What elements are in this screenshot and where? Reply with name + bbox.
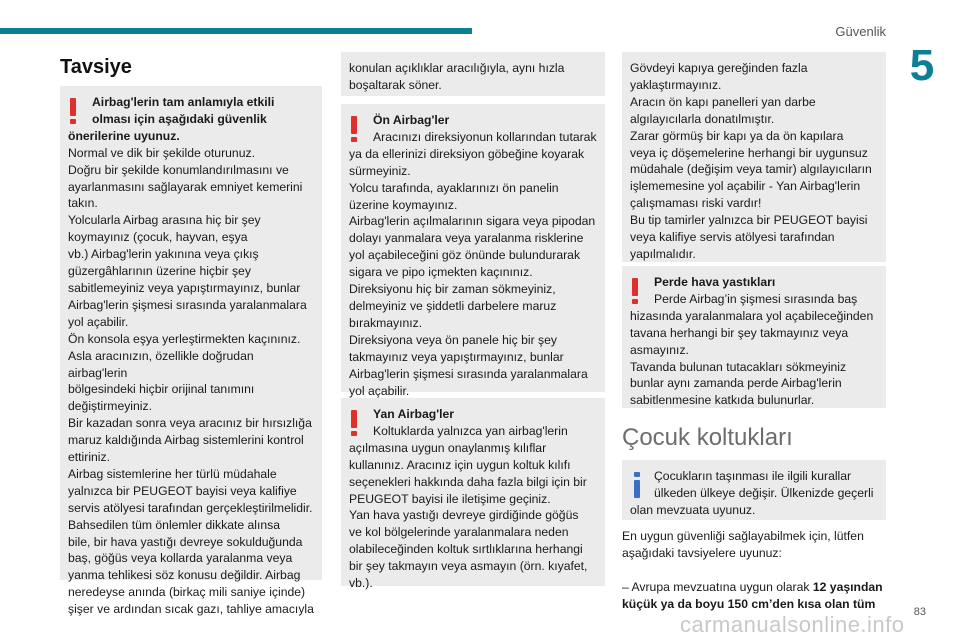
- front-airbags-heading: Ön Airbag'ler: [373, 113, 450, 127]
- header-accent-bar: [0, 28, 472, 34]
- curtain-airbags-heading: Perde hava yastıkları: [654, 275, 776, 289]
- child-seats-rule: [622, 562, 886, 613]
- warning-icon: [351, 116, 357, 142]
- chapter-number: 5: [909, 41, 935, 90]
- continued-text: konulan açıklıklar aracılığıyla, aynı hızla boşaltarak söner.: [349, 61, 565, 92]
- section-title: Güvenlik: [835, 24, 886, 39]
- front-airbags-intro: Aracınızı direksiyonun kollarından tutarak: [373, 129, 597, 144]
- info-intro: Çocukların taşınması ile ilgili kurallar ülkeden ülkeye değişir. Ülkenizde geçerli: [654, 469, 874, 500]
- side-airbags-heading: Yan Airbag'ler: [373, 407, 455, 421]
- warning-box-front-airbags: [341, 104, 605, 398]
- info-body: olan mevzuata uyunuz.: [630, 502, 756, 517]
- page-number: 83: [913, 606, 926, 618]
- warning-heading-cont: önerilerine uyunuz.: [68, 128, 180, 143]
- front-airbags-body: ya da ellerinizi direksiyon göbeğine koyarak sürmeyiniz. Yolcu tarafında, ayaklarınızı ön panelin üzerine koymayınız. Airbag'lerin açılmalarının sigara veya pipodan dolayı yanmalara veya yaralanma risklerine yol açabileceğini göz önünde bulundurarak sigara ve pipo içmekten kaçınınız. Direksiyonu hiç bir zaman sökmeyiniz, delmeyiniz ve şiddetli darbelere maruz bırakmayınız. Direksiyona veya ön panele hiç bir şey takmayınız veya yapıştırmayınız, bunlar Airbag'lerin şişmesi sırasında yaralanmalara yol açabilir.: [349, 146, 596, 398]
- rule-prefix: – Avrupa mevzuatına uygun olarak: [622, 579, 813, 594]
- child-seats-paragraph: En uygun güvenliği sağlayabilmek için, lütfen aşağıdaki tavsiyelere uyunuz:: [622, 529, 864, 560]
- page-heading: Tavsiye: [60, 56, 132, 78]
- info-box-child-seats: [622, 460, 886, 520]
- continued-box-2: [622, 52, 886, 262]
- warning-body: Normal ve dik bir şekilde oturunuz. Doğru bir şekilde konumlandırılmasını ve ayarlanmasını sağlayarak emniyet kemerini takın. Yolcularla Airbag arasına hiç bir şey koymayınız (çocuk, hayvan, eşya vb.) Airbag'lerin yakınına veya çıkış güzergâhlarının üzerine hiçbir şey sabitlemeyiniz veya yapıştırmayınız, bunlar Airbag'lerin şişmesi sırasında yaralanmalara yol açabilir. Ön konsola eşya yerleştirmekten kaçınınız. Asla aracınızın, özellikle doğrudan airbag'lerin bölgesindeki hiçbir orijinal tanımını değiştirmeyiniz. Bir kazadan sonra veya aracınız bir hırsızlığa maruz kaldığında Airbag sistemlerini kontrol ettiriniz. Airbag sistemlerine her türlü müdahale yalnızca bir PEUGEOT bayisi veya kalifiye servis atölyesi tarafından gerçekleştirilmelidir. Bahsedilen tüm önlemler dikkate alınsa bile, bir hava yastığı devreye sokulduğunda baş, göğüs veya kollarda yaralanma veya yanma tehlikesi söz konusu değildir. Airbag neredeyse anında (birkaç mili saniye içinde) şişer ve ardından sıcak gazı, tahliye amacıyla: [68, 145, 314, 617]
- curtain-airbags-intro: Perde Airbag’in şişmesi sırasında baş: [654, 291, 858, 306]
- rule-bold-2: küçük ya da boyu 150 cm’den kısa olan tüm: [622, 596, 876, 611]
- info-icon: [634, 472, 640, 498]
- side-airbags-intro: Koltuklarda yalnızca yan airbag'lerin: [373, 423, 568, 438]
- side-airbags-body: açılmasına uygun onaylanmış kılıflar kullanınız. Aracınız için uygun koltuk kılıfı seçenekleri hakkında daha fazla bilgi için bir PEUGEOT bayisi ile iletişime geçiniz. Yan hava yastığı devreye girdiğinde göğüs ve kol bölgelerinde yaralanmalara neden olabileceğinden koltuk sırtlıklarına herhangi bir şey takmayın veya asmayın (örn. kıyafet, vb.).: [349, 440, 588, 591]
- warning-box-side-airbags: [341, 398, 605, 591]
- continued-box: [341, 52, 605, 96]
- warning-heading: Airbag'lerin tam anlamıyla etkili olması için aşağıdaki güvenlik: [92, 95, 275, 126]
- rule-bold-1: 12 yaşından: [812, 579, 883, 594]
- warning-icon: [632, 278, 638, 304]
- warning-icon: [70, 98, 76, 124]
- watermark: carmanualsonline.info: [680, 612, 905, 637]
- continued-text-2: Gövdeyi kapıya gereğinden fazla yaklaştırmayınız. Aracın ön kapı panelleri yan darbe algılayıcılarla donatılmıştır. Zarar görmüş bir kapı ya da ön kapılara veya iç döşemelerine herhangi bir uygunsuz müdahale (değişim veya tamir) algılayıcıların işlememesine yol açabilir - Yan Airbag'lerin çalışmaması riski vardır! Bu tip tamirler yalnızca bir PEUGEOT bayisi veya kalifiye servis atölyesi tarafından yapılmalıdır.: [630, 61, 872, 261]
- curtain-airbags-body: hizasında yaralanmalara yol açabileceğinden tavana herhangi bir şey takmayınız veya asmayınız. Tavanda bulunan tutacakları sökmeyiniz bunlar aynı zamanda perde Airbag'lerin sabitlenmesine katkıda bulunurlar.: [630, 308, 874, 408]
- warning-box-advice: [60, 86, 322, 617]
- warning-box-curtain-airbags: [622, 266, 886, 408]
- child-seats-heading: Çocuk koltukları: [622, 424, 793, 451]
- warning-icon: [351, 410, 357, 436]
